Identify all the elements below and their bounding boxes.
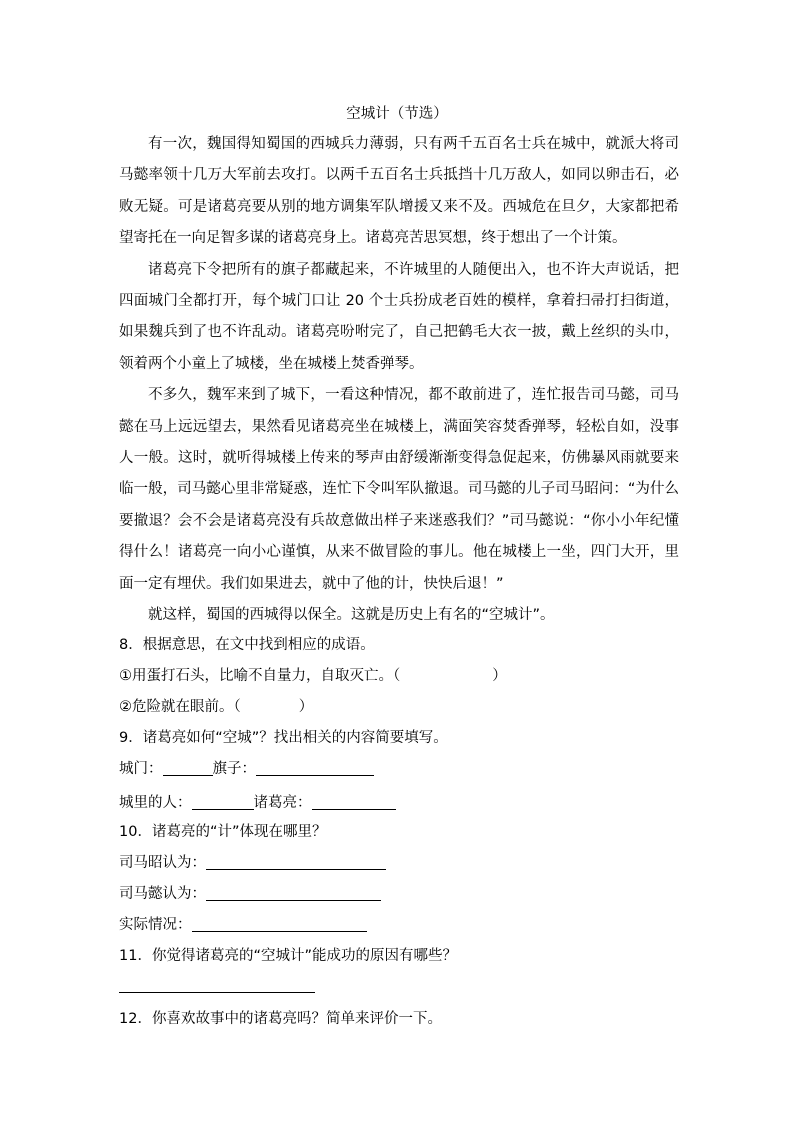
paragraph: 诸葛亮下令把所有的旗子都藏起来，不许城里的人随便出入，也不许大声说话，把四面城门全都打开，每个城门口让 20 个士兵扮成老百姓的模样，拿着扫帚打扫街道，如果魏兵到了也不许乱动。诸葛亮吩咐完了，自己把鹤毛大衣一披，戴上丝织的头巾，领着两个小童上了城楼，坐在城楼上焚香弹琴。 — [119, 261, 679, 372]
actual-situation-label: 实际情况： — [119, 917, 192, 933]
sima-zhao-answer-blank[interactable] — [206, 852, 386, 870]
closing-paren: ） — [298, 699, 314, 715]
zhuge-answer-blank[interactable] — [312, 792, 396, 810]
question-11-answer-line[interactable] — [119, 992, 315, 993]
paragraph: 不多久，魏军来到了城下，一看这种情况，都不敢前进了，连忙报告司马懿，司马懿在马上远远望去，果然看见诸葛亮坐在城楼上，满面笑容焚香弹琴，轻松自如，没事人一般。这时，就听得城楼上传来的琴声由舒缓渐渐变得急促起来，仿佛暴风雨就要来临一般，司马懿心里非常疑惑，连忙下令叫军队撤退。司马懿的儿子司马昭问：“为什么要撤退？会不会是诸葛亮没有兵故意做出样子来迷惑我们？”司马懿说：“你小小年纪懂得什么！诸葛亮一向小心谨慎，从来不做冒险的事儿。他在城楼上一坐，四门大开，里面一定有埋伏。我们如果进去，就中了他的计，快快后退！” — [119, 387, 679, 592]
question-8-item-1-text: ①用蛋打石头，比喻不自量力，自取灭亡。（ — [119, 668, 401, 684]
question-9-line-2 — [119, 785, 679, 817]
paragraph: 有一次，魏国得知蜀国的西城兵力薄弱，只有两千五百名士兵在城中，就派大将司马懿率领十几万大军前去攻打。以两千五百名士兵抵挡十几万敌人，如同以卵击石，必败无疑。可是诸葛亮要从别的地方调集军队增援又来不及。西城危在旦夕，大家都把希望寄托在一向足智多谋的诸葛亮身上。诸葛亮苦思冥想，终于想出了一个计策。 — [119, 136, 679, 247]
sima-zhao-label: 司马昭认为： — [119, 855, 206, 871]
question-12-stem: 12．你喜欢故事中的诸葛亮吗？简单来评价一下。 — [119, 1011, 442, 1027]
flag-answer-blank[interactable] — [256, 758, 374, 776]
question-8-item-2 — [119, 692, 679, 723]
people-label: 城里的人： — [119, 795, 192, 811]
question-8-item-1 — [119, 661, 679, 692]
question-9-line-1 — [119, 754, 679, 785]
sima-yi-answer-blank[interactable] — [206, 883, 381, 901]
passage-title: 空城计（节选） — [346, 106, 448, 122]
sima-yi-label: 司马懿认为： — [119, 886, 206, 902]
question-9-stem: 9．诸葛亮如何“空城”？找出相关的内容简要填写。 — [119, 730, 448, 746]
question-10-line-1 — [119, 848, 679, 879]
people-answer-blank[interactable] — [192, 792, 254, 810]
question-11-stem: 11．你觉得诸葛亮的“空城计”能成功的原因有哪些？ — [119, 948, 457, 964]
question-section — [119, 630, 679, 972]
question-10-stem: 10．诸葛亮的“计”体现在哪里？ — [119, 824, 327, 840]
gate-label: 城门： — [119, 761, 163, 777]
passage-body — [119, 129, 679, 632]
question-8-stem: 8．根据意思，在文中找到相应的成语。 — [119, 637, 375, 653]
paragraph: 就这样，蜀国的西城得以保全。这就是历史上有名的“空城计”。 — [148, 607, 555, 624]
question-8-item-2-text: ②危险就在眼前。（ — [119, 699, 241, 715]
actual-situation-answer-blank[interactable] — [192, 914, 367, 932]
zhuge-label: 诸葛亮： — [253, 795, 312, 811]
gate-answer-blank[interactable] — [163, 758, 213, 776]
flag-label: 旗子： — [212, 761, 256, 777]
closing-paren: ） — [492, 668, 507, 684]
question-10-line-2 — [119, 879, 679, 910]
question-10-line-3 — [119, 910, 679, 941]
question-section-continued — [119, 1004, 679, 1035]
